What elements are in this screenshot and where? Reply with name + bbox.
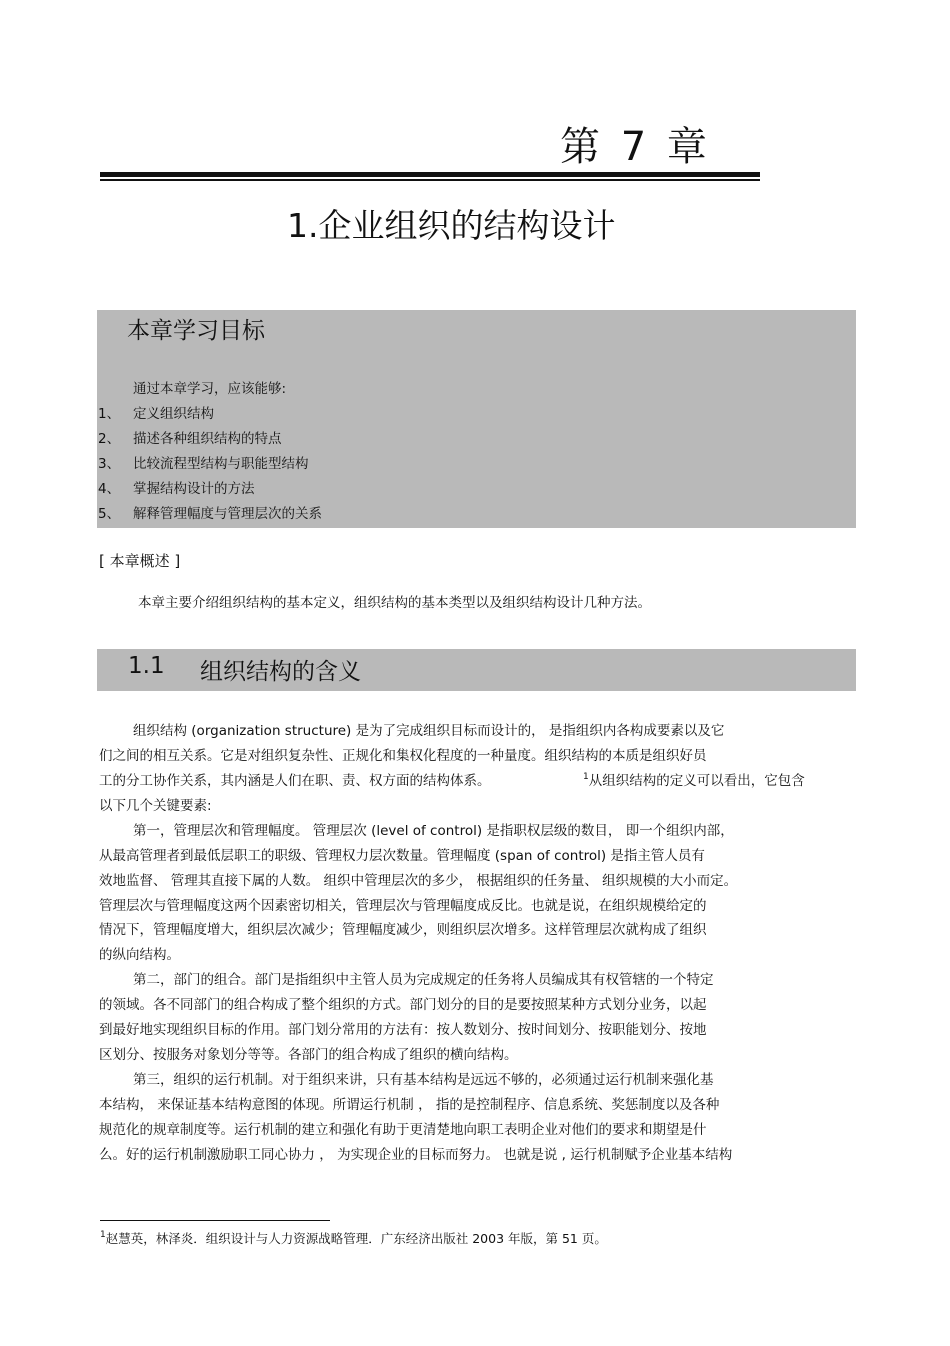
body-line: 效地监督、 管理其直接下属的人数。 组织中管理层次的多少， 根据组织的任务量、 组织规模的大小而定。 [99, 873, 738, 889]
overview-tag: [ 本章概述 ] [99, 552, 181, 570]
chapter-heading: 第 7 章 [560, 124, 711, 170]
body-line: 的纵向结构。 [99, 947, 180, 963]
body-line: 第三，组织的运行机制。对于组织来讲，只有基本结构是远远不够的，必须通过运行机制来强化基 [133, 1072, 714, 1088]
body-line [583, 769, 805, 796]
body-line: 到最好地实现组织目标的作用。部门划分常用的方法有：按人数划分、按时间划分、按职能划分、按地 [99, 1022, 707, 1038]
goal-item [0, 502, 950, 527]
body-line: 们之间的相互关系。它是对组织复杂性、正规化和集权化程度的一种量度。组织结构的本质是组织好员 [99, 748, 707, 764]
body-line: 区划分、按服务对象划分等等。各部门的组合构成了组织的横向结构。 [99, 1047, 518, 1063]
body-line: 以下几个关键要素: [99, 798, 212, 814]
goal-item [0, 452, 950, 477]
section-1-1-title: 组织结构的含义 [200, 659, 361, 685]
learning-goals-heading: 本章学习目标 [127, 318, 265, 344]
goal-item-text: 定义组织结构 [133, 406, 214, 422]
body-line: 从最高管理者到最低层职工的职级、管理权力层次数量。管理幅度 (span of control) 是指主管人员有 [99, 848, 705, 864]
body-line: 管理层次与管理幅度这两个因素密切相关，管理层次与管理幅度成反比。也就是说，在组织规模给定的 [99, 898, 707, 914]
body-line: 组织结构 (organization structure) 是为了完成组织目标而设计的， 是指组织内各构成要素以及它 [133, 723, 725, 739]
body-line-text: 从组织结构的定义可以看出，它包含 [588, 773, 805, 789]
learning-goals-intro: 通过本章学习，应该能够: [133, 381, 287, 397]
overview-text: 本章主要介绍组织结构的基本定义，组织结构的基本类型以及组织结构设计几种方法。 [138, 595, 651, 611]
goal-item-text: 描述各种组织结构的特点 [133, 431, 282, 447]
goal-item-number: 4、 [98, 481, 121, 497]
goal-item [0, 427, 950, 452]
goal-item [0, 402, 950, 427]
section-title: 1.企业组织的结构设计 [287, 206, 616, 245]
body-line: 第一，管理层次和管理幅度。 管理层次 (level of control) 是指职权层级的数目， 即一个组织内部， [133, 823, 734, 839]
footnote-text: 赵慧英，林泽炎．组织设计与人力资源战略管理．广东经济出版社 2003 年版，第 51 页。 [105, 1231, 607, 1246]
goal-item-text: 解释管理幅度与管理层次的关系 [133, 506, 322, 522]
body-line: 规范化的规章制度等。运行机制的建立和强化有助于更清楚地向职工表明企业对他们的要求和期望是什 [99, 1122, 707, 1138]
body-line: 情况下，管理幅度增大，组织层次减少；管理幅度减少，则组织层次增多。这样管理层次就构成了组织 [99, 922, 707, 938]
body-line: 么。好的运行机制激励职工同心协力 ， 为实现企业的目标而努力。 也就是说 , 运行机制赋予企业基本结构 [99, 1147, 733, 1163]
footnote-marker: 1 [100, 1230, 106, 1240]
goal-item-number: 2、 [98, 431, 121, 447]
body-line: 第二，部门的组合。部门是指组织中主管人员为完成规定的任务将人员编成其有权管辖的一个特定 [133, 972, 714, 988]
footnote-ref: 1 [583, 772, 589, 782]
body-line: 的领域。各不同部门的组合构成了整个组织的方式。部门划分的目的是要按照某种方式划分业务，以起 [99, 997, 707, 1013]
goal-item [0, 477, 950, 502]
body-line: 工的分工协作关系，其内涵是人们在职、责、权方面的结构体系。 [99, 773, 491, 789]
goal-item-number: 5、 [98, 506, 121, 522]
section-1-1-number: 1.1 [128, 653, 165, 679]
footnote-rule [100, 1220, 330, 1221]
goal-item-text: 掌握结构设计的方法 [133, 481, 255, 497]
footnote [100, 1229, 607, 1247]
body-line: 本结构， 来保证基本结构意图的体现。所谓运行机制 ， 指的是控制程序、信息系统、奖惩制度以及各种 [99, 1097, 720, 1113]
heading-rule-thin [100, 179, 760, 181]
goal-item-text: 比较流程型结构与职能型结构 [133, 456, 309, 472]
goal-item-number: 3、 [98, 456, 121, 472]
heading-rule-thick [100, 172, 760, 177]
goal-item-number: 1、 [98, 406, 121, 422]
